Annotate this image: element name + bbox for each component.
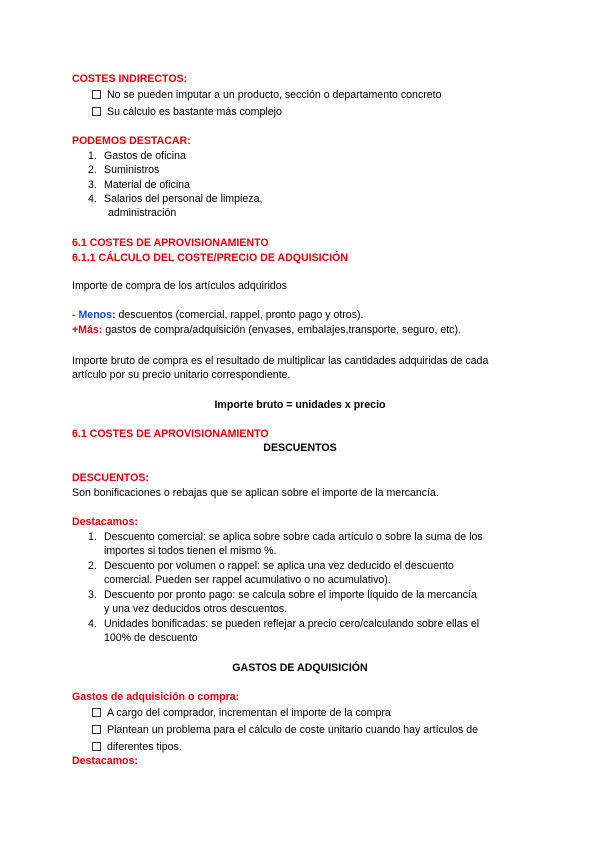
list-number: 2. — [88, 560, 97, 572]
paragraph-line: Importe bruto de compra es el resultado de multiplicar las cantidades adquiridas de cada — [72, 355, 489, 367]
intro-text: Importe de compra de los artículos adquiridos — [72, 280, 287, 292]
list-text-continued: 100% de descuento — [104, 632, 198, 644]
list-item — [88, 178, 190, 192]
list-number: 1. — [88, 531, 97, 543]
checkbox-item — [92, 105, 282, 119]
list-number: 2. — [88, 164, 97, 176]
item-text: Plantean un problema para el cálculo de coste unitario cuando hay artículos de — [107, 724, 479, 736]
section-title: 6.1 COSTES DE APROVISIONAMIENTO — [72, 428, 269, 440]
menos-line — [72, 308, 363, 322]
list-text-continued: importes si todos tienen el mismo %. — [104, 545, 277, 557]
list-item — [88, 559, 454, 573]
item-text: diferentes tipos. — [107, 741, 182, 753]
list-item — [88, 617, 479, 631]
list-text: Descuento por pronto pago: se calcula sobre el importe líquido de la mercancía — [104, 589, 477, 601]
item-text: Su cálculo es bastante más complejo — [107, 106, 282, 118]
checkbox-item — [92, 88, 442, 102]
descuentos-heading: DESCUENTOS: — [72, 472, 149, 484]
menos-prefix: - — [72, 309, 79, 321]
section-title: 6.1 COSTES DE APROVISIONAMIENTO — [72, 237, 269, 249]
list-text: Gastos de oficina — [104, 150, 186, 162]
gastos-heading: Gastos de adquisición o compra: — [72, 691, 240, 703]
checkbox-icon — [92, 708, 101, 717]
section-subtitle: 6.1.1 CÁLCULO DEL COSTE/PRECIO DE ADQUISICIÓN — [72, 252, 349, 264]
podemos-destacar-heading: PODEMOS DESTACAR: — [72, 135, 191, 147]
mas-line — [72, 323, 461, 337]
list-text-continued: comercial. Pueden ser rappel acumulativo o no acumulativo). — [104, 574, 391, 586]
checkbox-item — [92, 706, 391, 720]
list-text: Suministros — [104, 164, 160, 176]
checkbox-icon — [92, 90, 101, 99]
list-number: 3. — [88, 589, 97, 601]
list-number: 1. — [88, 150, 97, 162]
list-text: Material de oficina — [104, 179, 190, 191]
list-number: 4. — [88, 193, 97, 205]
list-text: Descuento por volumen o rappel: se aplica una vez deducido el descuento — [104, 560, 454, 572]
menos-text: descuentos (comercial, rappel, pronto pago y otros). — [115, 309, 364, 321]
list-text-continued: y una vez deducidos otros descuentos. — [104, 603, 288, 615]
list-number: 3. — [88, 179, 97, 191]
list-item — [88, 163, 159, 177]
checkbox-item — [92, 723, 478, 737]
descuentos-text: Son bonificaciones o rebajas que se aplican sobre el importe de la mercancía. — [72, 487, 439, 499]
paragraph-line: artículo por su precio unitario correspondiente. — [72, 369, 291, 381]
checkbox-icon — [92, 725, 101, 734]
menos-label: Menos: — [78, 309, 116, 321]
mas-label: +Más: — [72, 324, 103, 336]
descuentos-subtitle: DESCUENTOS — [263, 442, 337, 454]
list-item — [88, 192, 262, 206]
item-text: A cargo del comprador, incrementan el importe de la compra — [107, 707, 391, 719]
gastos-title: GASTOS DE ADQUISICIÓN — [232, 662, 368, 674]
checkbox-icon — [92, 742, 101, 751]
mas-text: gastos de compra/adquisición (envases, embalajes,transporte, seguro, etc). — [102, 324, 461, 336]
formula: Importe bruto = unidades x precio — [214, 399, 386, 411]
destacamos-heading: Destacamos: — [72, 755, 138, 767]
checkbox-icon — [92, 107, 101, 116]
destacamos-heading: Destacamos: — [72, 516, 138, 528]
list-item — [88, 588, 477, 602]
costes-indirectos-heading: COSTES INDIRECTOS: — [72, 73, 188, 85]
list-text: Descuento comercial: se aplica sobre sobre cada artículo o sobre la suma de los — [104, 531, 483, 543]
list-item — [88, 530, 483, 544]
list-number: 4. — [88, 618, 97, 630]
list-text: Salarios del personal de limpieza, — [104, 193, 263, 205]
list-text-continued: administración — [108, 207, 177, 219]
item-text: No se pueden imputar a un producto, sección o departamento concreto — [107, 89, 442, 101]
list-item — [88, 149, 186, 163]
checkbox-item — [92, 740, 182, 754]
list-text: Unidades bonificadas: se pueden reflejar a precio cero/calculando sobre ellas el — [104, 618, 480, 630]
